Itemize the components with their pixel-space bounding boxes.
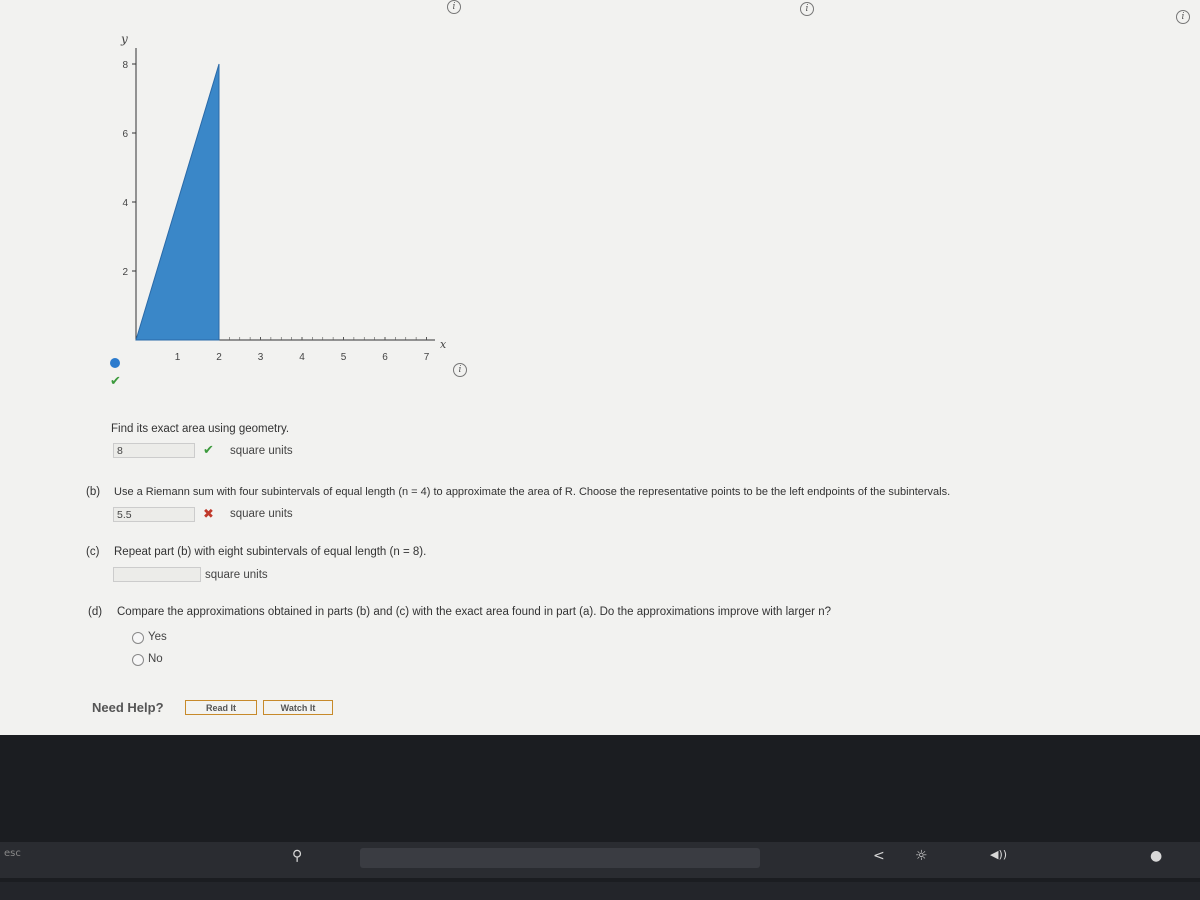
part-c-units: square units (205, 569, 268, 581)
x-tick-labels (175, 352, 430, 363)
part-a-units: square units (230, 445, 293, 457)
touch-bar-slider[interactable] (360, 848, 760, 868)
info-icon-glyph: i (458, 365, 462, 375)
x-tick-label: 1 (174, 352, 181, 363)
esc-key[interactable]: esc (4, 848, 21, 859)
info-icon-glyph: i (1181, 12, 1185, 22)
y-tick-label: 6 (122, 129, 128, 140)
x-tick-label: 6 (382, 352, 388, 363)
check-icon: ✔ (203, 443, 214, 458)
part-b-prompt: Use a Riemann sum with four subintervals of equal length (n = 4) to approximate the area of R. Choose the representative points to be the left endpoints of the subintervals. (114, 486, 951, 498)
part-b-units: square units (230, 508, 293, 520)
need-help-label: Need Help? (92, 700, 164, 715)
info-icon-glyph: i (805, 4, 809, 14)
x-tick-label: 3 (257, 352, 264, 363)
cross-icon: ✖ (203, 507, 214, 522)
y-tick-labels (122, 60, 136, 278)
radio-no-label: No (148, 653, 163, 665)
radio-no[interactable] (132, 654, 144, 666)
info-icon[interactable] (800, 2, 814, 16)
part-d-prompt: Compare the approximations obtained in parts (b) and (c) with the exact area found in part (a). Do the approximations improve with larger n? (117, 606, 831, 618)
part-a-prompt: Find its exact area using geometry. (111, 423, 290, 435)
radio-yes[interactable] (132, 632, 144, 644)
watch-it-button[interactable]: Watch It (263, 700, 333, 715)
shaded-region (136, 64, 219, 340)
brightness-icon[interactable]: ☼ (915, 848, 928, 864)
check-icon: ✔ (110, 374, 121, 389)
y-tick-label: 4 (122, 198, 128, 209)
part-b-answer-field[interactable]: 5.5 (113, 507, 195, 522)
part-b-label: (b) (86, 486, 101, 498)
y-tick-label: 2 (122, 267, 128, 278)
x-tick-label: 7 (423, 352, 430, 363)
part-a-answer-field[interactable]: 8 (113, 443, 195, 458)
x-tick-label: 2 (216, 352, 222, 363)
read-it-button[interactable]: Read It (185, 700, 257, 715)
radio-yes-label: Yes (148, 631, 167, 643)
info-icon[interactable] (447, 0, 461, 14)
part-d-label: (d) (88, 606, 103, 618)
part-c-label: (c) (86, 546, 100, 558)
y-tick-label: 8 (122, 60, 128, 71)
x-axis-label: x (440, 338, 447, 351)
y-axis-label: y (121, 32, 128, 46)
x-tick-label: 5 (340, 352, 347, 363)
chevron-left-icon[interactable]: < (873, 848, 885, 864)
region-graph (100, 28, 460, 378)
x-tick-label: 4 (299, 352, 305, 363)
siri-icon[interactable]: ● (1150, 848, 1163, 864)
status-dot-icon (110, 358, 120, 368)
part-c-prompt: Repeat part (b) with eight subintervals of equal length (n = 8). (114, 546, 427, 558)
keyboard-row (0, 882, 1200, 900)
search-icon[interactable]: ⚲ (292, 848, 303, 864)
part-c-answer-field[interactable] (113, 567, 201, 582)
info-icon[interactable] (1176, 10, 1190, 24)
info-icon[interactable] (453, 363, 467, 377)
volume-icon[interactable]: ◀)) (990, 848, 1008, 861)
info-icon-glyph: i (452, 2, 456, 12)
